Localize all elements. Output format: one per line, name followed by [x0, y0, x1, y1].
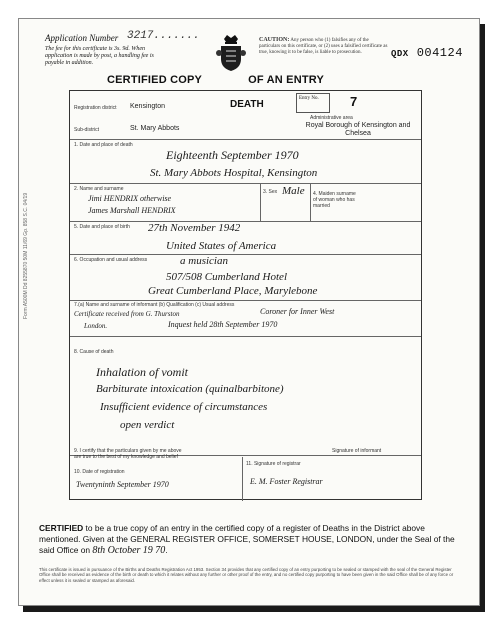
cause-line-4: open verdict	[120, 419, 175, 431]
rule-3	[70, 221, 421, 222]
name-line-1: Jimi HENDRIX otherwise	[88, 194, 172, 203]
subdistrict: St. Mary Abbots	[130, 125, 180, 132]
date-of-birth: 27th November 1942	[148, 222, 241, 234]
field-7-label: 7.(a) Name and surname of informant (b) Qualification (c) Usual address	[74, 302, 235, 308]
informant-line-2a: London.	[84, 322, 108, 330]
serial-number	[391, 46, 463, 60]
rule-1	[70, 139, 421, 140]
rule-6	[70, 336, 421, 337]
field-9-label: 9. I certify that the particulars given by me above are true to the best of my knowledge and belief	[74, 448, 182, 460]
field-4-label: 4. Maiden surname of woman who has married	[313, 191, 356, 209]
cause-line-1: Inhalation of vomit	[96, 365, 188, 379]
field-11-label: 11. Signature of registrar	[246, 461, 301, 467]
royal-crest-icon	[215, 33, 247, 73]
field-10-label: 10. Date of registration	[74, 469, 125, 475]
serial-digits: 004124	[416, 46, 463, 60]
field-6-label: 6. Occupation and usual address	[74, 257, 148, 263]
field-2-label: 2. Name and surname	[74, 186, 124, 192]
certification-year: 19 70	[142, 545, 166, 556]
registration-district-label: Registration district	[74, 105, 117, 111]
entry-number: 7	[350, 94, 358, 109]
field-3-label: 3. Sex	[263, 189, 278, 195]
death-entry-box	[69, 90, 422, 500]
certificate-sheet	[18, 18, 480, 606]
certified-word: CERTIFIED	[39, 523, 84, 533]
registration-district: Kensington	[130, 103, 166, 110]
title-right: OF AN ENTRY	[248, 74, 325, 86]
informant-line-2b: Inquest held 28th September 1970	[168, 320, 278, 329]
cause-line-2: Barbiturate intoxication (quinalbarbitone)	[96, 383, 284, 395]
sex-value: Male	[282, 185, 305, 197]
place-of-death: St. Mary Abbots Hospital, Kensington	[150, 167, 318, 179]
admin-area: Royal Borough of Kensington and Chelsea	[305, 122, 411, 137]
death-heading: DEATH	[230, 99, 264, 110]
entry-number-box: Entry No.	[296, 93, 330, 113]
rule-5	[70, 300, 421, 301]
title-left: CERTIFIED COPY	[107, 74, 203, 86]
field-8-label: 8. Cause of death	[74, 349, 114, 355]
subdistrict-label: Sub-district	[74, 127, 100, 133]
serial-prefix: QDX	[391, 49, 409, 59]
caution-title: CAUTION:	[259, 37, 290, 43]
informant-signature-label: Signature of informant	[332, 448, 382, 454]
rule-2	[70, 183, 421, 184]
divider-sex	[260, 183, 261, 221]
date-of-death: Eighteenth September 1970	[166, 148, 299, 162]
caution-note	[259, 37, 391, 56]
informant-line-1b: Coroner for Inner West	[260, 307, 335, 316]
address-line-2: Great Cumberland Place, Marylebone	[148, 285, 318, 297]
document-title	[107, 74, 324, 86]
fee-note: The fee for this certificate is 3s. 9d. When application is made by post, a handling fee is payable in addition.	[45, 46, 154, 66]
application-number-label: Application Number	[45, 33, 119, 43]
divider-maiden	[310, 183, 311, 221]
side-form-code: Form A500M Dd 8255870 50M 11/69 Gp. 858 S.C. 04/19	[23, 192, 29, 319]
field-1-label: 1. Date and place of death	[74, 142, 133, 148]
certification-date: 8th October	[92, 545, 141, 556]
rule-4	[70, 254, 421, 255]
divider-registrar	[242, 457, 243, 501]
address-line-1: 507/508 Cumberland Hotel	[166, 271, 287, 283]
certification-statement: CERTIFIED to be a true copy of an entry in the certified copy of a register of Deaths in the District above mentioned. Given at the GENERAL REGISTER OFFICE, SOMERSET HOUSE, LONDON, under the Seal of the said Office on 8th October 19 70.	[39, 523, 455, 556]
registration-date: Twentyninth September 1970	[76, 480, 169, 489]
admin-area-label: Administrative area	[310, 115, 353, 121]
informant-line-1a: Certificate received from G. Thurston	[74, 310, 180, 318]
application-number-value: 3217.......	[127, 30, 200, 42]
cause-line-3: Insufficient evidence of circumstances	[100, 401, 268, 413]
place-of-birth: United States of America	[166, 240, 277, 252]
occupation: a musician	[180, 255, 228, 267]
certification-text: to be a true copy of an entry in the certified copy of a register of Deaths in the District above mentioned. Given at the GENERAL REGISTER OFFICE, SOMERSET HOUSE, LONDON, under the Seal of the said Office on	[39, 523, 455, 555]
name-line-2: James Marshall HENDRIX	[88, 206, 176, 215]
statutory-fine-print: This certificate is issued in pursuance of the Births and Deaths Registration Act 1953. Section 34 provides that any certified copy of an entry purporting to be sealed or stamped with the seal of the General Register Office shall be received as evidence of the birth or death to which it relates without any further or other proof of the entry, and no certified copy purporting to have been given in the said Office shall be of any force or effect unless it is sealed or stamped as aforesaid.	[39, 567, 454, 583]
field-5-label: 5. Date and place of birth	[74, 224, 130, 230]
registrar-signature: E. M. Foster Registrar	[250, 477, 323, 486]
caution-text: Any person who (1) falsifies any of the particulars on this certificate, or (2) uses a falsified certificate as true, knowing it to be false, is liable to prosecution.	[259, 38, 388, 55]
